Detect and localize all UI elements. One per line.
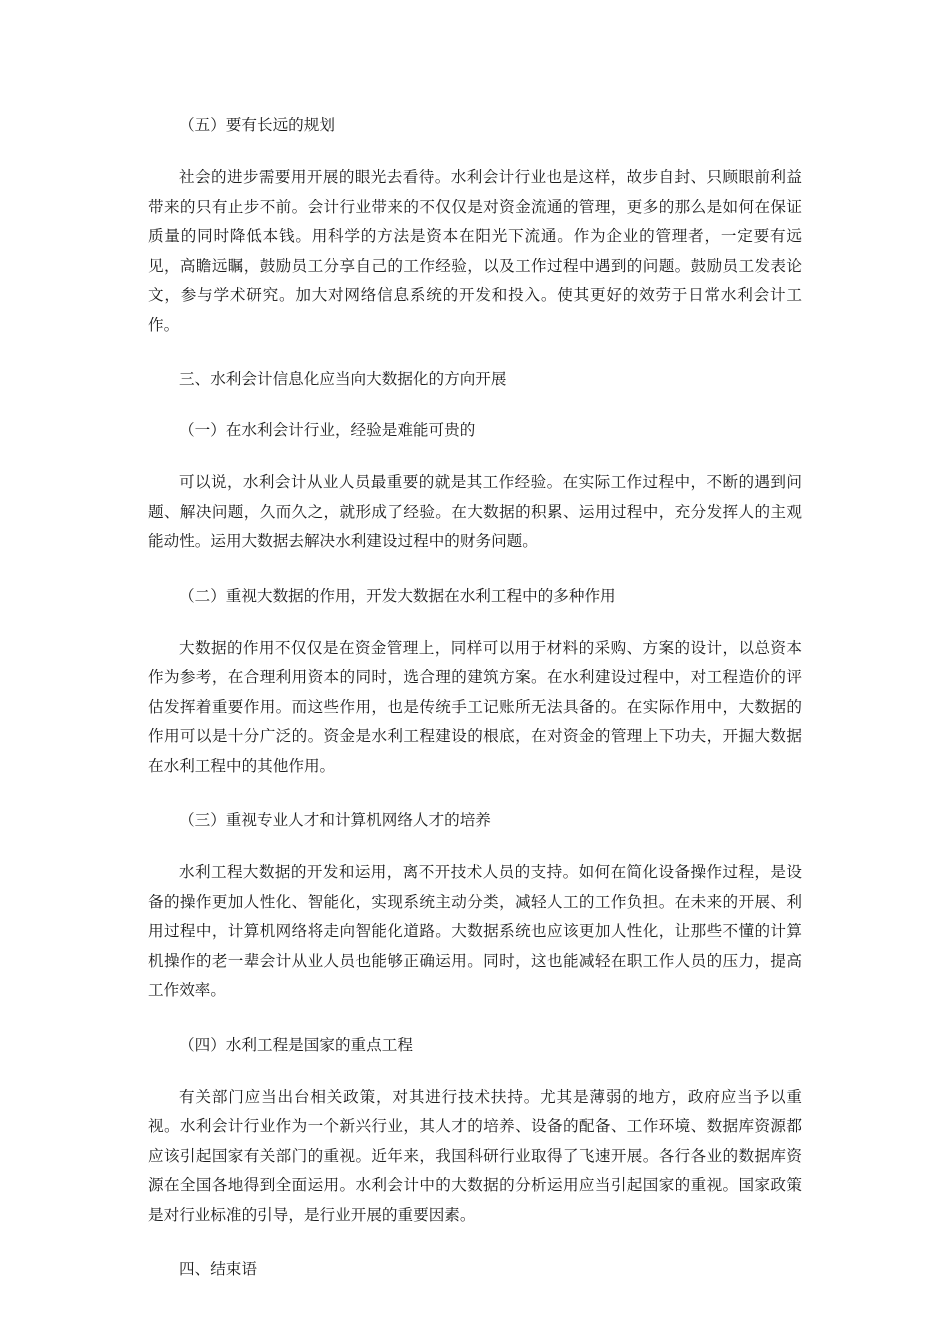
- paragraph-talent-training: 水利工程大数据的开发和运用，离不开技术人员的支持。如何在简化设备操作过程，是设备的操作更加人性化、智能化，实现系统主动分类，减轻人工的工作负担。在未来的开展、利用过程中，计算机网络将走向智能化道路。大数据系统也应该更加人性化，让那些不懂的计算机操作的老一辈会计从业人员也能够正确运用。同时，这也能减轻在职工作人员的压力，提高工作效率。: [148, 863, 802, 999]
- section-heading-4-conclusion: 四、结束语: [179, 1260, 257, 1278]
- subsection-heading-5: （五）要有长远的规划: [179, 116, 335, 134]
- paragraph-experience: 可以说，水利会计从业人员最重要的就是其工作经验。在实际工作过程中，不断的遇到问题、解决问题，久而久之，就形成了经验。在大数据的积累、运用过程中，充分发挥人的主观能动性。运用大数据去解决水利建设过程中的财务问题。: [148, 473, 802, 550]
- document-page: [148, 112, 802, 1282]
- paragraph-national-project: 有关部门应当出台相关政策，对其进行技术扶持。尤其是薄弱的地方，政府应当予以重视。水利会计行业作为一个新兴行业，其人才的培养、设备的配备、工作环境、数据库资源都应该引起国家有关部门的重视。近年来，我国科研行业取得了飞速开展。各行各业的数据库资源在全国各地得到全面运用。水利会计中的大数据的分析运用应当引起国家的重视。国家政策是对行业标准的引导，是行业开展的重要因素。: [148, 1087, 802, 1224]
- subsection-heading-2: （二）重视大数据的作用，开发大数据在水利工程中的多种作用: [179, 586, 616, 605]
- subsection-heading-3: （三）重视专业人才和计算机网络人才的培养: [179, 811, 491, 829]
- section-heading-3: 三、水利会计信息化应当向大数据化的方向开展: [179, 370, 507, 388]
- subsection-heading-4: （四）水利工程是国家的重点工程: [179, 1035, 413, 1054]
- paragraph-long-term-planning: 社会的进步需要用开展的眼光去看待。水利会计行业也是这样，故步自封、只顾眼前利益带来的只有止步不前。会计行业带来的不仅仅是对资金流通的管理，更多的那么是如何在保证质量的同时降低本钱。用科学的方法是资本在阳光下流通。作为企业的管理者，一定要有远见，高瞻远瞩，鼓励员工分享自己的工作经验，以及工作过程中遇到的问题。鼓励员工发表论文，参与学术研究。加大对网络信息系统的开发和投入。使其更好的效劳于日常水利会计工作。: [148, 168, 802, 334]
- subsection-heading-1: （一）在水利会计行业，经验是难能可贵的: [179, 421, 476, 439]
- paragraph-big-data-roles: 大数据的作用不仅仅是在资金管理上，同样可以用于材料的采购、方案的设计，以总资本作为参考，在合理利用资本的同时，选合理的建筑方案。在水利建设过程中，对工程造价的评估发挥着重要作用。而这些作用，也是传统手工记账所无法具备的。在实际作用中，大数据的作用可以是十分广泛的。资金是水利工程建设的根底，在对资金的管理上下功夫，开掘大数据在水利工程中的其他作用。: [148, 638, 802, 775]
